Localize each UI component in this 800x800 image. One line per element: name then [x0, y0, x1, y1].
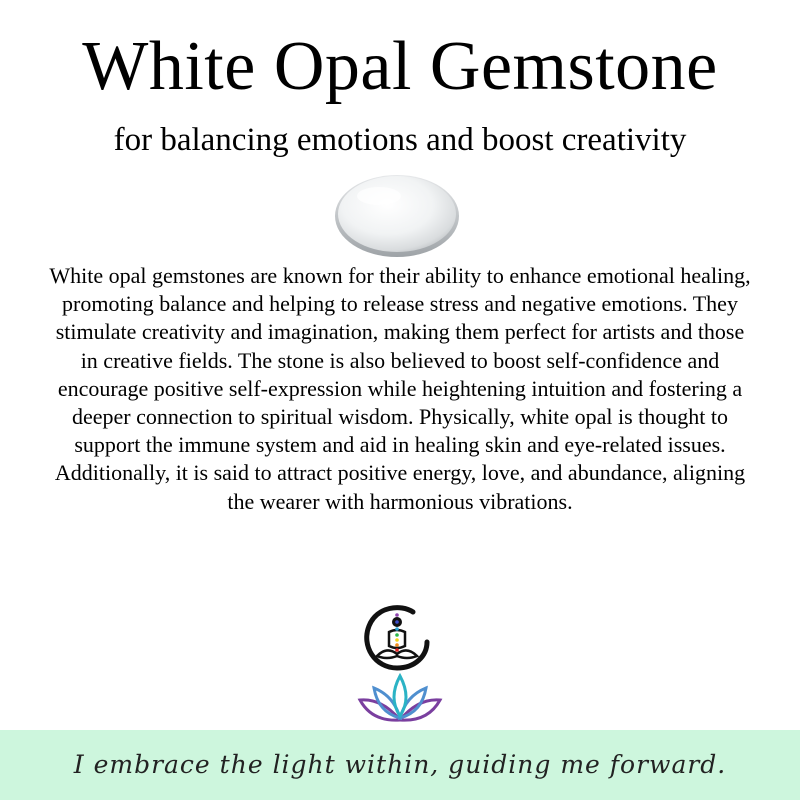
page-subtitle: for balancing emotions and boost creativity — [113, 122, 687, 158]
page-title: White Opal Gemstone — [82, 28, 718, 105]
white-opal-stone-image — [329, 170, 465, 260]
lotus-icon — [356, 672, 444, 724]
affirmation-text: I embrace the light within, guiding me forward. — [73, 750, 727, 779]
affirmation-banner — [0, 730, 800, 800]
description-text: White opal gemstones are known for their ability to enhance emotional healing, promoting balance and helping to release stress and negative emotions. They stimulate creativity and imagination, making them perfect for artists and those in creative fields. The stone is also believed to boost self-confidence and encourage positive self-expression while heightening intuition and fostering a deeper connection to spiritual wisdom. Physically, white opal is thought to support the immune system and aid in healing skin and eye-related issues. Additionally, it is said to attract positive energy, love, and abundance, aligning the wearer with harmonious vibrations. — [49, 263, 751, 514]
meditation-chakra-icon — [361, 602, 433, 674]
